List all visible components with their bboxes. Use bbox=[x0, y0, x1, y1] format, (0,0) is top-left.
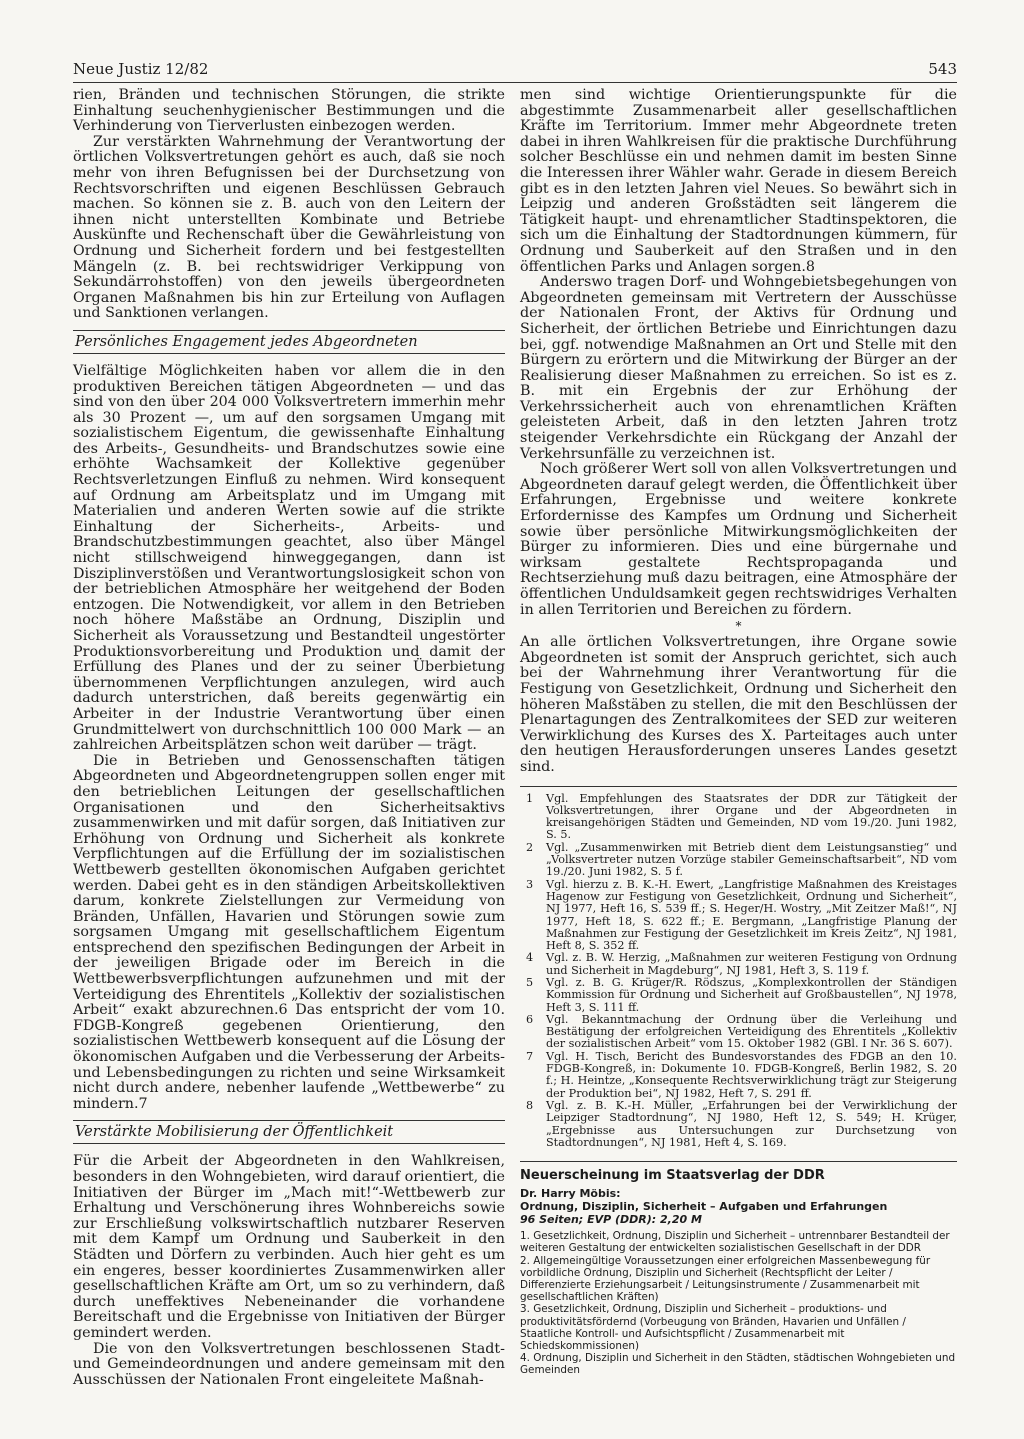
book-author: Dr. Harry Möbis: bbox=[520, 1187, 621, 1201]
book-toc-item: 3. Gesetzlichkeit, Ordnung, Disziplin und Sicherheit – produktions- und produktivitätsfördernd (Vorbeugung von Bränden, Havarien und Unfällen / Staatliche Kontroll- und Aufsichtspflicht / Zusammenarbeit mit Schiedskommissionen) bbox=[520, 1303, 906, 1352]
paragraph: Anderswo tragen Dorf- und Wohngebietsbegehungen von Abgeordneten gemeinsam mit Vertretern der Ausschüsse der Nationalen Front, der Aktivs für Ordnung und Sicherheit, der örtlichen Betriebe und Einrichtungen dazu bei, ggf. notwendige Maßnahmen an Ort und Stelle mit den Bürgern zu erörtern und die Mitwirkung der Bürger an der Realisierung dieser Maßnahmen zu erreichen. So ist es z. B. mit ein Ergebnis der zur Erhöhung der Verkehrssicherheit auch von ehrenamtlichen Kräften geleisteten Arbeit, daß in den letzten Jahren trotz steigender Verkehrsdichte ein Rückgang der Anzahl der Verkehrsunfälle zu verzeichnen ist. bbox=[520, 274, 957, 462]
book-price: 96 Seiten; EVP (DDR): 2,20 M bbox=[520, 1213, 702, 1227]
paragraph: Für die Arbeit der Abgeordneten in den Wahlkreisen, besonders in den Wohngebieten, wird darauf orientiert, die Initiativen der Bürger im „Mach mit!“-Wettbewerb zur Erhaltung und Verschönerung ihres Wohnbereichs sowie zur Erschließung volkswirtschaftlich nutzbarer Reserven mit dem Kampf um Ordnung und Sauberkeit in den Städten und Dörfern zu verbinden. Auch hier geht es um ein engeres, besser koordiniertes Zusammenwirken aller gesellschaftlichen Kräfte am Ort, um so zu verhindern, daß durch uneffektives Nebeneinander die vorhandene Bereitschaft und die Ergebnisse von Initiativen der Bürger gemindert werden. bbox=[73, 1153, 505, 1341]
paragraph: Noch größerer Wert soll von allen Volksvertretungen und Abgeordneten darauf gelegt werden, die Öffentlichkeit über Erfahrungen, Ergebnisse und weitere konkrete Erfordernisse des Kampfes um Ordnung und Sicherheit sowie über persönliche Mitwirkungsmöglichkeiten der Bürger zu informieren. Dies und eine bürgernahe und wirksam gestaltete Rechtspropaganda und Rechtserziehung muß dazu beitragen, eine Atmosphäre der öffentlichen Unduldsamkeit gegen rechtswidriges Verhalten in allen Territorien und Bereichen zu fördern. bbox=[520, 461, 957, 618]
section-heading: Verstärkte Mobilisierung der Öffentlichkeit bbox=[73, 1120, 505, 1144]
footnote: 4 Vgl. z. B. W. Herzig, „Maßnahmen zur weiteren Festigung von Ordnung und Sicherheit in Magdeburg“, NJ 1981, Heft 3, S. 119 f. bbox=[526, 951, 957, 977]
section-heading: Persönliches Engagement jedes Abgeordneten bbox=[73, 330, 505, 354]
footnote: 2 Vgl. „Zusammenwirken mit Betrieb dient dem Leistungsanstieg“ und „Volksvertreter nutzen Vorzüge stabiler Gemeinschaftsarbeit“, ND vom 19./20. Juni 1982, S. 5 f. bbox=[526, 840, 957, 879]
footnote: 8 Vgl. z. B. K.-H. Müller, „Erfahrungen bei der Verwirklichung der Leipziger Stadtordnung“, NJ 1980, Heft 12, S. 549; H. Krüger, „Ergebnisse aus Untersuchungen zur Durchsetzung von Stadtordnungen“, NJ 1981, Heft 4, S. 169. bbox=[526, 1098, 957, 1149]
section-separator: * bbox=[735, 619, 742, 634]
paragraph: Die von den Volksvertretungen beschlossenen Stadt- und Gemeindeordnungen und andere gemeinsam mit den Ausschüssen der Nationalen Front eingeleitete Maßnah- bbox=[73, 1340, 505, 1388]
paragraph: Vielfältige Möglichkeiten haben vor allem die in den produktiven Bereichen tätigen Abgeordneten — und das sind von den über 204 000 Volksvertretern immerhin mehr als 30 Prozent —, um auf den sorgsamen Umgang mit sozialistischem Eigentum, die gewissenhafte Einhaltung des Arbeits-, Gesundheits- und Brandschutzes sowie eine erhöhte Wachsamkeit der Kollektive gegenüber Rechtsverletzungen Einfluß zu nehmen. Wird konsequent auf Ordnung am Arbeitsplatz und im Umgang mit Materialien und anderen Werten sowie auf die strikte Einhaltung der Sicherheits-, Arbeits- und Brandschutzbestimmungen geachtet, also über Mängel nicht stillschweigend hinweggegangen, dann ist Disziplinverstößen und Verantwortungslosigkeit schon von der betrieblichen Atmosphäre her weitgehend der Boden entzogen. Die Notwendigkeit, vor allem in den Betrieben noch höhere Maßstäbe an Ordnung, Disziplin und Sicherheit als Voraussetzung und Bestandteil ungestörter Produktionsvorbereitung und Produktion und damit der Erfüllung des Planes und der zu seiner Überbietung übernommenen Verpflichtungen anzulegen, wird auch dadurch unterstrichen, daß bereits gegenwärtig ein Arbeiter in der Industrie Verantwortung über einen Grundmittelwert von durchschnittlich 100 000 Mark — an zahlreichen Arbeitsplätzen schon weit darüber — trägt. bbox=[73, 362, 505, 754]
page-number: 543 bbox=[928, 60, 957, 78]
journal-issue: Neue Justiz 12/82 bbox=[73, 60, 209, 78]
footnotes bbox=[520, 786, 957, 1150]
footnote: 7 Vgl. H. Tisch, Bericht des Bundesvorstandes des FDGB an den 10. FDGB-Kongreß, in: Dokumente 10. FDGB-Kongreß, Berlin 1982, S. 20 f.; H. Heintze, „Konsequente Rechtsverwirklichung trägt zur Steigerung der Produktion bei“, NJ 1982, Heft 7, S. 291 ff. bbox=[526, 1049, 957, 1100]
paragraph: Zur verstärkten Wahrnehmung der Verantwortung der örtlichen Volksvertretungen gehört es auch, daß sie noch mehr von ihren Befugnissen bei der Durchsetzung von Rechtsvorschriften und eigenen Beschlüssen Gebrauch machen. So können sie z. B. auch von den Leitern der ihnen nicht unterstellten Kombinate und Betriebe Auskünfte und Rechenschaft über die Gewährleistung von Ordnung und Sicherheit fordern und bei festgestellten Mängeln (z. B. bei rechtswidriger Verkippung von Sekundärrohstoffen) von den jeweils übergeordneten Organen Maßnahmen bis hin zur Erteilung von Auflagen und Sanktionen verlangen. bbox=[73, 133, 505, 322]
footnote: 1 Vgl. Empfehlungen des Staatsrates der DDR zur Tätigkeit der Volksvertretungen, ihrer Organe und der Abgeordneten in kreisangehörigen Städten und Gemeinden, ND vom 19./20. Juni 1982, S. 5. bbox=[526, 791, 957, 842]
book-subtitle: Ordnung, Disziplin, Sicherheit – Aufgaben und Erfahrungen bbox=[520, 1199, 888, 1213]
page-header bbox=[73, 56, 957, 83]
footnote: 3 Vgl. hierzu z. B. K.-H. Ewert, „Langfristige Maßnahmen des Kreistages Hagenow zur Festigung von Gesetzlichkeit, Ordnung und Sicherheit“, NJ 1977, Heft 16, S. 539 ff.; S. Heger/H. Wostry, „Mit Zeitzer Maß!“, NJ 1977, Heft 18, S. 622 ff.; E. Bergmann, „Langfristige Planung der Maßnahmen zur Festigung der Gesetzlichkeit im Kreis Zeitz“, NJ 1981, Heft 8, S. 352 ff. bbox=[526, 877, 957, 953]
footnote: 5 Vgl. z. B. G. Krüger/R. Rödszus, „Komplexkontrollen der Ständigen Kommission für Ordnung und Sicherheit auf Großbaustellen“, NJ 1978, Heft 3, S. 111 ff. bbox=[526, 975, 957, 1014]
paragraph: An alle örtlichen Volksvertretungen, ihre Organe sowie Abgeordneten ist somit der Anspruch gerichtet, sich auch bei der Wahrnehmung ihrer Verantwortung für die Festigung von Gesetzlichkeit, Ordnung und Sicherheit den höheren Maßstäben zu stellen, die mit den Beschlüssen der Plenartagungen des Zentralkomitees der SED zur weiteren Verwirklichung des Kurses des X. Parteitages auch unter den heutigen Herausforderungen unseres Landes gesetzt sind. bbox=[520, 634, 957, 775]
paragraph: Die in Betrieben und Genossenschaften tätigen Abgeordneten und Abgeordnetengruppen sollen enger mit den betrieblichen Leitungen der gesellschaftlichen Organisationen und den Sicherheitsaktivs zusammenwirken und mit dafür sorgen, daß Initiativen zur Erhöhung von Ordnung und Sicherheit als konkrete Verpflichtungen auf die Erfüllung der im sozialistischen Wettbewerb gestellten ökonomischen Aufgaben gerichtet werden. Dabei geht es in den ständigen Arbeitskollektiven darum, konkrete Zielstellungen zur Vermeidung von Bränden, Unfällen, Havarien und Störungen sowie zum sorgsamen Umgang mit gesellschaftlichem Eigentum entsprechend den spezifischen Bedingungen der Arbeit in der jeweiligen Brigade oder im Bereich in die Wettbewerbsverpflichtungen aufzunehmen und mit der Verteidigung des Ehrentitels „Kollektiv der sozialistischen Arbeit“ exakt abzurechnen.6 Das entspricht der vom 10. FDGB-Kongreß gegebenen Orientierung, den sozialistischen Wettbewerb konsequent auf die Lösung der ökonomischen Aufgaben und die Verbesserung der Arbeits- und Lebensbedingungen zu richten und seine Wirksamkeit nicht durch andere, nebenher laufende „Wettbewerbe“ zu mindern.7 bbox=[73, 752, 505, 1112]
paragraph: men sind wichtige Orientierungspunkte für die abgestimmte Zusammenarbeit aller gesellschaftlichen Kräfte im Territorium. Immer mehr Abgeordnete treten dabei in ihren Wahlkreisen für die praktische Durchführung solcher Beschlüsse ein und nehmen damit im besten Sinne die Interessen ihrer Wähler wahr. Gerade in diesem Bereich gibt es in den letzten Jahren viel Neues. So bewährt sich in Leipzig und anderen Großstädten seit längerem die Tätigkeit haupt- und ehrenamtlicher Stadtinspektoren, die sich um die Einhaltung der Stadtordnungen kümmern, für Ordnung und Sauberkeit auf den Straßen und in den öffentlichen Parks und Anlagen sorgen.8 bbox=[520, 87, 957, 275]
book-notice bbox=[520, 1161, 957, 1376]
right-column bbox=[520, 88, 957, 1377]
book-notice-title: Neuerscheinung im Staatsverlag der DDR bbox=[520, 1168, 825, 1184]
left-column bbox=[73, 88, 505, 1388]
footnote: 6 Vgl. Bekanntmachung der Ordnung über die Verleihung und Bestätigung der erfolgreichen Verteidigung des Ehrentitels „Kollektiv der sozialistischen Arbeit“ vom 15. Oktober 1982 (GBl. I Nr. 36 S. 607). bbox=[526, 1012, 957, 1051]
paragraph: rien, Bränden und technischen Störungen, die strikte Einhaltung seuchenhygienischer Bestimmungen und die Verhinderung von Tierverlusten einbezogen werden. bbox=[73, 87, 505, 135]
book-toc-item: 1. Gesetzlichkeit, Ordnung, Disziplin und Sicherheit – untrennbarer Bestandteil der weiteren Gestaltung der entwickelten sozialistischen Gesellschaft in der DDR bbox=[520, 1230, 950, 1255]
book-toc-item: 2. Allgemeingültige Voraussetzungen einer erfolgreichen Massenbewegung für vorbildliche Ordnung, Disziplin und Sicherheit (Rechtspflicht der Leiter / Differenzierte Erziehungsarbeit / Leitungsinstrumente / Zusammenarbeit mit gesellschaftlichen Kräften) bbox=[520, 1254, 931, 1304]
book-toc-item: 4. Ordnung, Disziplin und Sicherheit in den Städten, städtischen Wohngebieten und Gemeinden bbox=[520, 1352, 956, 1377]
